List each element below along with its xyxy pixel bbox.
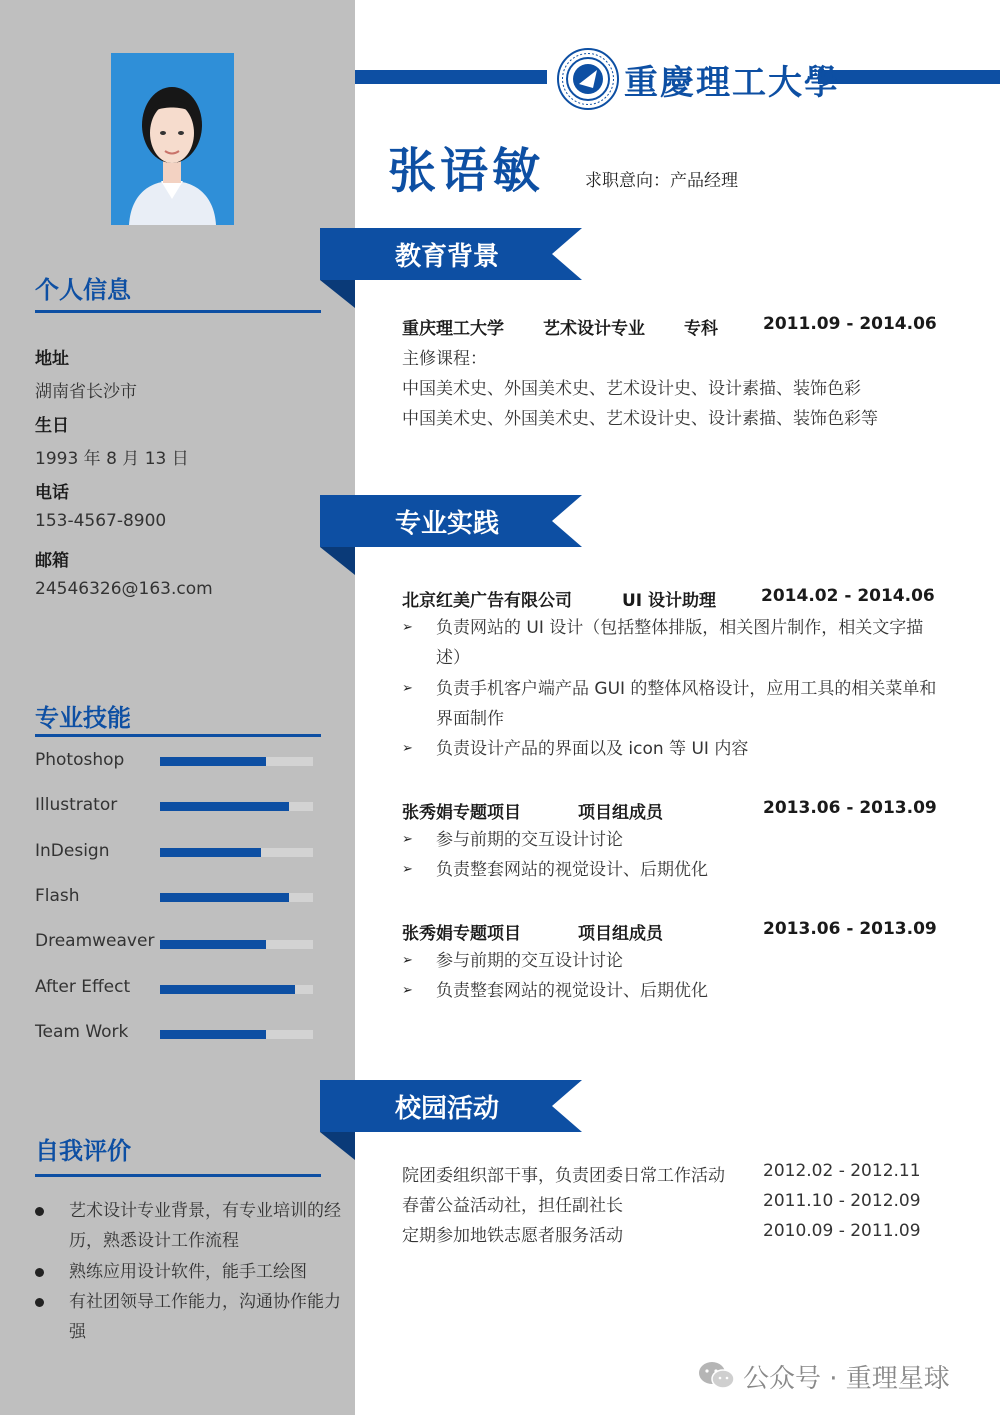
skill-bar	[160, 985, 313, 994]
birthday-value: 1993 年 8 月 13 日	[35, 449, 189, 469]
edu-courses-line: 中国美术史、外国美术史、艺术设计史、设计素描、装饰色彩等	[402, 409, 878, 429]
job-period: 2013.06 - 2013.09	[763, 919, 937, 939]
skill-bar-fill	[160, 893, 289, 902]
bullet-dot-icon	[35, 1298, 44, 1307]
skill-bar-fill	[160, 985, 295, 994]
campus-activity-period: 2011.10 - 2012.09	[763, 1191, 921, 1211]
edu-courses-label: 主修课程：	[402, 349, 487, 369]
job-org: 北京红美广告有限公司	[402, 591, 572, 611]
university-logo-text: 重慶理工大學	[624, 63, 840, 103]
arrow-bullet-icon: ➢	[402, 862, 413, 877]
job-intent: 求职意向：产品经理	[585, 171, 738, 191]
job-role: 项目组成员	[578, 924, 663, 944]
campus-banner	[320, 1080, 585, 1160]
campus-activity: 定期参加地铁志愿者服务活动	[402, 1226, 623, 1246]
skill-name: InDesign	[35, 841, 110, 861]
arrow-bullet-icon: ➢	[402, 681, 413, 696]
edu-degree: 专科	[684, 319, 718, 339]
campus-activity: 院团委组织部干事，负责团委日常工作活动	[402, 1166, 725, 1186]
eval-item: 有社团领导工作能力，沟通协作能力强	[35, 1287, 350, 1347]
skill-bar	[160, 802, 313, 811]
arrow-bullet-icon: ➢	[402, 741, 413, 756]
skills-rule	[35, 734, 321, 737]
arrow-bullet-icon: ➢	[402, 832, 413, 847]
skill-name: Illustrator	[35, 795, 118, 815]
campus-activity-period: 2012.02 - 2012.11	[763, 1161, 921, 1181]
bullet-dot-icon	[35, 1268, 44, 1277]
arrow-bullet-icon: ➢	[402, 620, 413, 635]
practice-banner	[320, 495, 585, 575]
header-bar-right	[818, 70, 1000, 84]
wechat-icon	[697, 1360, 737, 1390]
education-title: 教育背景	[395, 242, 500, 272]
skill-name: Dreamweaver	[35, 931, 155, 951]
skill-name: After Effect	[35, 977, 131, 997]
phone-label: 电话	[35, 483, 69, 503]
campus-activity: 春蕾公益活动社，担任副社长	[402, 1196, 623, 1216]
job-bullet: ➢ 负责整套网站的视觉设计、后期优化	[402, 976, 947, 1006]
job-org: 张秀娟专题项目	[402, 803, 521, 823]
skill-bar-fill	[160, 940, 266, 949]
arrow-bullet-icon: ➢	[402, 983, 413, 998]
job-role: UI 设计助理	[622, 591, 717, 611]
job-bullet: ➢ 参与前期的交互设计讨论	[402, 946, 947, 976]
skill-bar	[160, 940, 313, 949]
university-logo-icon	[557, 48, 619, 110]
skill-bar-fill	[160, 1030, 266, 1039]
bullet-dot-icon	[35, 1207, 44, 1216]
job-role: 项目组成员	[578, 803, 663, 823]
eval-item: 熟练应用设计软件，能手工绘图	[35, 1257, 350, 1287]
job-bullet: ➢ 负责手机客户端产品 GUI 的整体风格设计，应用工具的相关菜单和界面制作	[402, 674, 947, 734]
education-banner	[320, 228, 585, 308]
job-bullet: ➢ 负责整套网站的视觉设计、后期优化	[402, 855, 947, 885]
job-period: 2014.02 - 2014.06	[761, 586, 935, 606]
edu-major: 艺术设计专业	[543, 319, 645, 339]
skill-bar	[160, 848, 313, 857]
phone-value: 153-4567-8900	[35, 511, 167, 531]
self-eval-title: 自我评价	[35, 1137, 131, 1165]
skill-bar	[160, 1030, 313, 1039]
skill-name: Team Work	[35, 1022, 129, 1042]
campus-title: 校园活动	[395, 1094, 500, 1124]
personal-info-rule	[35, 310, 321, 313]
personal-info-title: 个人信息	[35, 276, 131, 304]
email-label: 邮箱	[35, 551, 69, 571]
skill-bar-fill	[160, 757, 266, 766]
practice-title: 专业实践	[395, 509, 500, 539]
candidate-name: 张语敏	[388, 143, 545, 199]
address-label: 地址	[35, 349, 69, 369]
job-bullet: ➢ 参与前期的交互设计讨论	[402, 825, 947, 855]
job-period: 2013.06 - 2013.09	[763, 798, 937, 818]
self-eval-rule	[35, 1174, 321, 1177]
eval-item: 艺术设计专业背景，有专业培训的经历，熟悉设计工作流程	[35, 1196, 350, 1256]
skill-bar-fill	[160, 802, 289, 811]
job-bullet: ➢ 负责网站的 UI 设计（包括整体排版，相关图片制作，相关文字描述）	[402, 613, 947, 673]
job-org: 张秀娟专题项目	[402, 924, 521, 944]
skill-name: Photoshop	[35, 750, 125, 770]
edu-school: 重庆理工大学	[402, 319, 504, 339]
skill-name: Flash	[35, 886, 80, 906]
edu-period: 2011.09 - 2014.06	[763, 314, 937, 334]
skill-bar-fill	[160, 848, 261, 857]
skill-bar	[160, 893, 313, 902]
edu-courses-line: 中国美术史、外国美术史、艺术设计史、设计素描、装饰色彩	[402, 379, 861, 399]
address-value: 湖南省长沙市	[35, 382, 137, 402]
profile-photo	[111, 53, 234, 225]
footer-watermark: 公众号 · 重理星球	[743, 1364, 950, 1394]
skill-bar	[160, 757, 313, 766]
job-bullet: ➢ 负责设计产品的界面以及 icon 等 UI 内容	[402, 734, 947, 764]
email-value: 24546326@163.com	[35, 579, 213, 599]
campus-activity-period: 2010.09 - 2011.09	[763, 1221, 921, 1241]
arrow-bullet-icon: ➢	[402, 953, 413, 968]
header-bar-left	[355, 70, 547, 84]
birthday-label: 生日	[35, 416, 69, 436]
skills-title: 专业技能	[35, 704, 131, 732]
